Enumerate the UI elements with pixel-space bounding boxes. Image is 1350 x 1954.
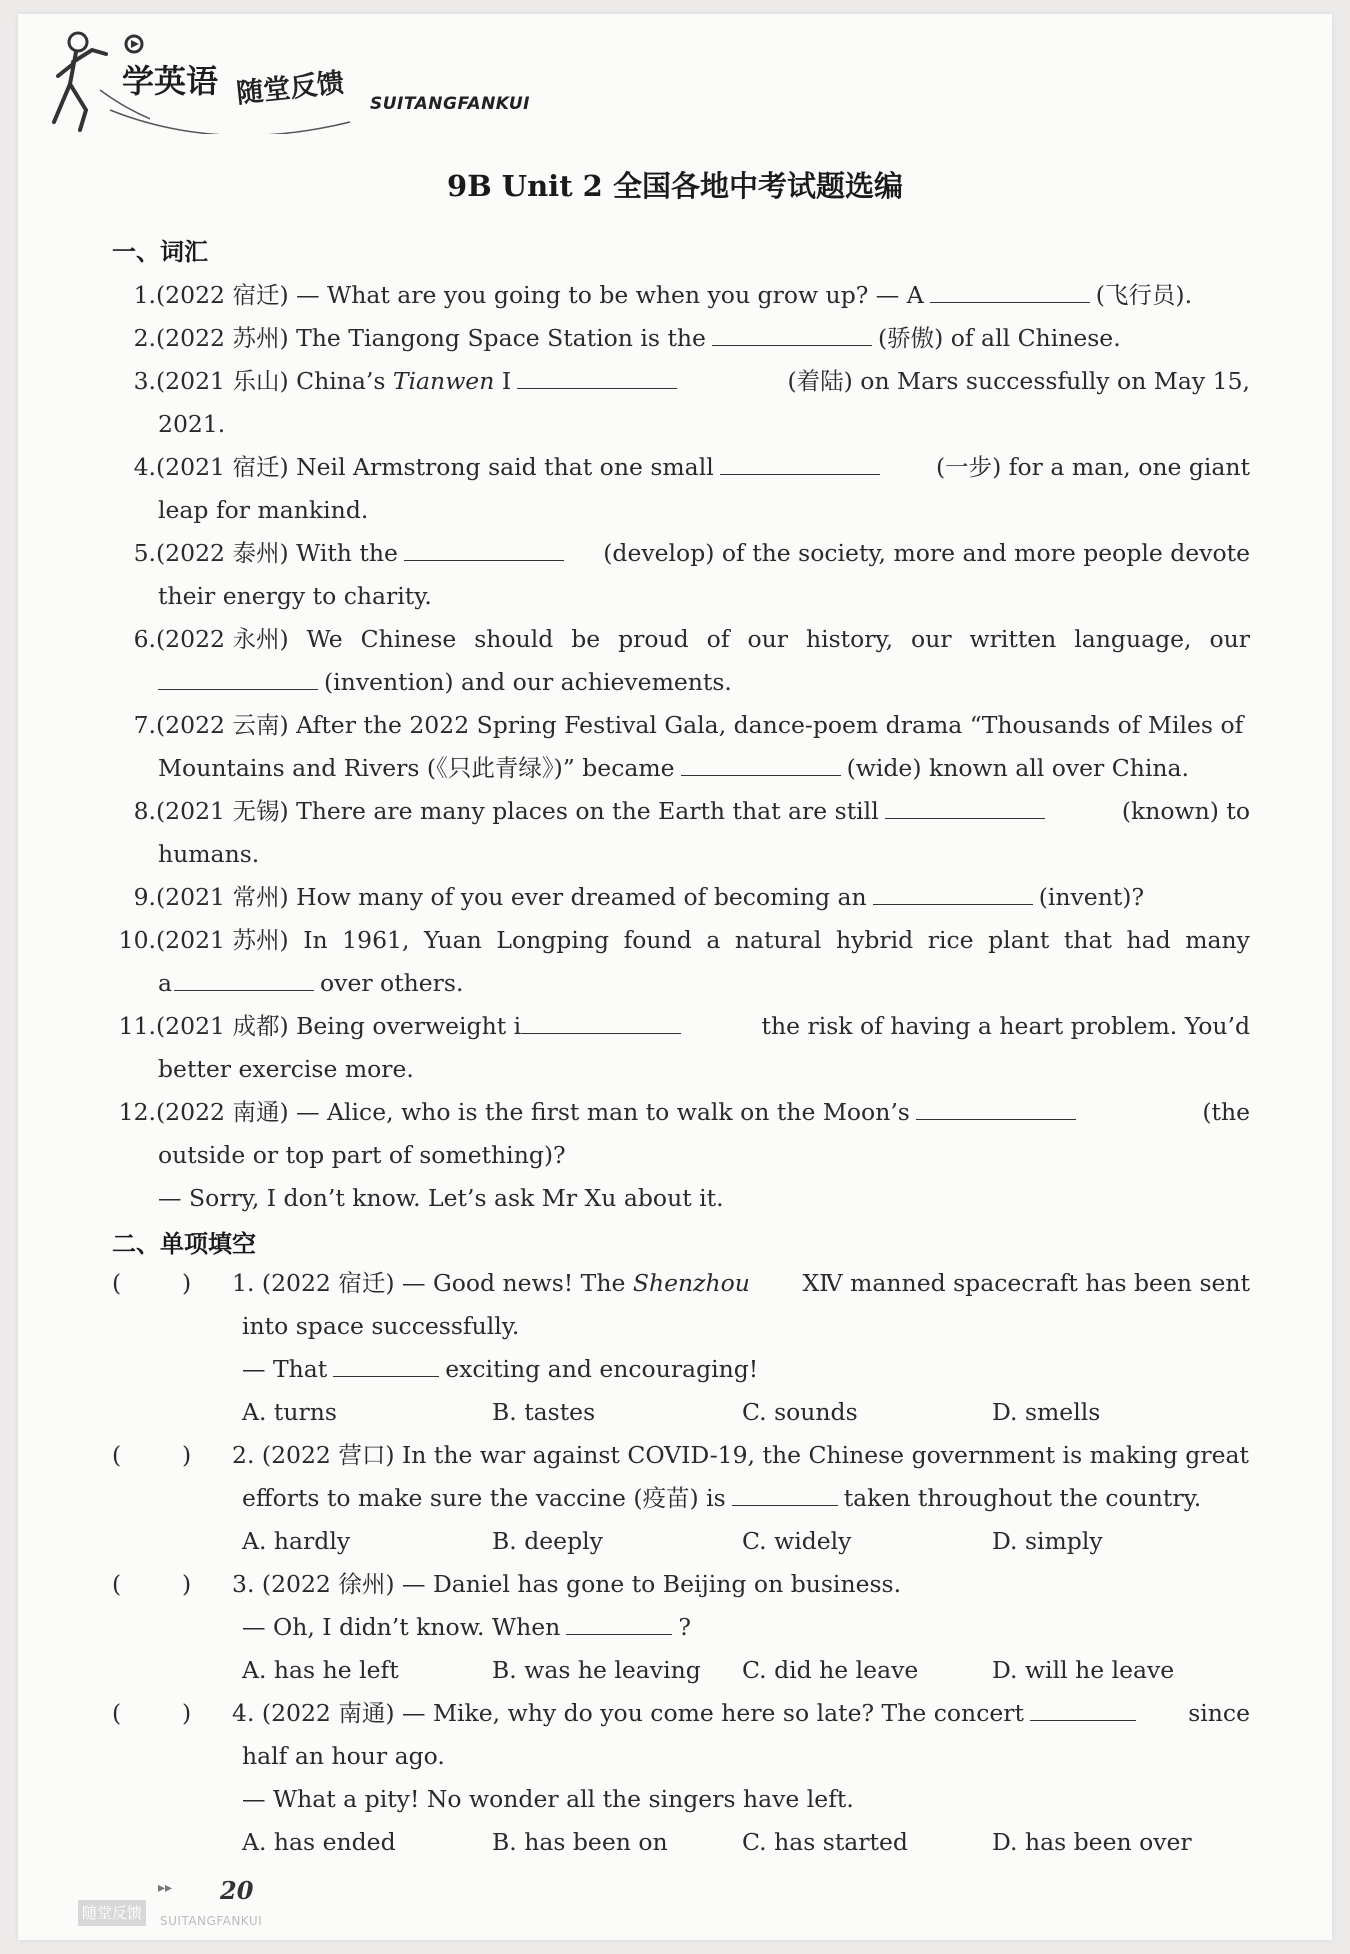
option-d[interactable]: D. will he leave xyxy=(992,1656,1175,1684)
vocab-question-10 xyxy=(112,919,1250,1005)
question-number: 1. xyxy=(133,281,156,309)
option-b[interactable]: B. has been on xyxy=(492,1828,668,1856)
mc-question-2 xyxy=(112,1434,1250,1563)
mc-question-1 xyxy=(112,1262,1250,1434)
question-text: (2022 云南) After the 2022 Spring Festival Gala, dance-poem drama “Thousands of Miles of xyxy=(156,711,1244,739)
option-b[interactable]: B. was he leaving xyxy=(492,1656,701,1684)
question-word: rice xyxy=(927,926,974,954)
page-title: 9B Unit 2 全国各地中考试题选编 xyxy=(447,169,903,203)
question-hint: (develop) of the society, more and more people devote xyxy=(603,539,1250,567)
question-number: 4. xyxy=(133,453,156,481)
options-row xyxy=(112,1649,1250,1692)
question-response: exciting and encouraging! xyxy=(445,1355,759,1383)
vocab-question-3 xyxy=(112,360,1250,446)
question-word: plant xyxy=(988,926,1050,954)
question-continuation: half an hour ago. xyxy=(242,1742,445,1770)
question-text: (2022 宿迁) — Good news! The xyxy=(261,1269,633,1297)
question-continuation: taken throughout the country. xyxy=(843,1484,1202,1512)
option-d[interactable]: D. simply xyxy=(992,1527,1103,1555)
question-word: be xyxy=(571,625,601,653)
answer-paren-close: ) xyxy=(182,1570,192,1598)
question-word: of xyxy=(706,625,730,653)
question-continuation: better exercise more. xyxy=(158,1055,414,1083)
question-response: — Oh, I didn’t know. When xyxy=(242,1613,561,1641)
answer-blank[interactable] xyxy=(566,1608,672,1635)
question-word: history, xyxy=(805,625,894,653)
answer-blank[interactable] xyxy=(1030,1694,1136,1721)
header-logo xyxy=(40,14,640,134)
mc-question-4 xyxy=(112,1692,1250,1864)
options-row xyxy=(112,1821,1250,1864)
answer-blank[interactable] xyxy=(873,878,1033,905)
question-response: — Sorry, I don’t know. Let’s ask Mr Xu about it. xyxy=(158,1184,724,1212)
question-word: many xyxy=(1185,926,1250,954)
question-word: Longping xyxy=(496,926,610,954)
answer-blank[interactable] xyxy=(521,1007,681,1034)
question-text: (2022 南通) — Mike, why do you come here so late? The concert xyxy=(261,1699,1024,1727)
question-word: In xyxy=(303,926,328,954)
question-text: (2021 宿迁) Neil Armstrong said that one small xyxy=(156,453,714,481)
page-number: 20 xyxy=(220,1876,254,1905)
question-word: our xyxy=(1209,625,1250,653)
question-word: had xyxy=(1126,926,1171,954)
question-hint: (着陆) on Mars successfully on May 15, xyxy=(787,367,1250,395)
question-text: ⅩⅣ manned spacecraft has been sent xyxy=(802,1269,1250,1297)
answer-blank[interactable] xyxy=(404,534,564,561)
question-hint: the risk of having a heart problem. You’d xyxy=(761,1012,1250,1040)
blank-prefix-letter: a xyxy=(158,969,173,997)
answer-blank[interactable] xyxy=(930,276,1090,303)
question-word: (2021 苏州) xyxy=(156,926,289,954)
question-word: should xyxy=(474,625,554,653)
logo-main-text: 学英语 xyxy=(122,62,219,100)
question-text: since xyxy=(1188,1699,1250,1727)
vocab-question-2 xyxy=(112,317,1250,360)
question-word: Yuan xyxy=(424,926,482,954)
answer-blank[interactable] xyxy=(681,749,841,776)
question-number: 10. xyxy=(118,926,156,954)
question-text: (2022 宿迁) — What are you going to be when you grow up? — A xyxy=(156,281,924,309)
question-number: 4. xyxy=(232,1699,255,1727)
question-text: (2022 南通) — Alice, who is the first man to walk on the Moon’s xyxy=(156,1098,910,1126)
question-hint: (invention) and our achievements. xyxy=(324,668,732,696)
option-a[interactable]: A. hardly xyxy=(242,1527,351,1555)
question-number: 3. xyxy=(133,367,156,395)
vocab-question-4 xyxy=(112,446,1250,532)
question-number: 7. xyxy=(133,711,156,739)
answer-blank[interactable] xyxy=(174,964,314,991)
vocab-question-8 xyxy=(112,790,1250,876)
question-word: found xyxy=(623,926,692,954)
option-c[interactable]: C. widely xyxy=(742,1527,852,1555)
option-c[interactable]: C. did he leave xyxy=(742,1656,919,1684)
vocab-question-1 xyxy=(112,274,1250,317)
answer-paren-close: ) xyxy=(182,1699,192,1727)
footer-brand-latin: SUITANGFANKUI xyxy=(160,1914,263,1928)
question-hint: (一步) for a man, one giant xyxy=(935,453,1250,481)
option-b[interactable]: B. deeply xyxy=(492,1527,603,1555)
question-response: ? xyxy=(678,1613,691,1641)
vocab-question-9 xyxy=(112,876,1250,919)
answer-blank[interactable] xyxy=(158,663,318,690)
question-continuation: into space successfully. xyxy=(242,1312,520,1340)
question-word: our xyxy=(911,625,952,653)
vocab-question-5 xyxy=(112,532,1250,618)
question-text: (2021 无锡) There are many places on the Earth that are still xyxy=(156,797,879,825)
answer-blank[interactable] xyxy=(916,1093,1076,1120)
answer-blank[interactable] xyxy=(712,319,872,346)
answer-blank[interactable] xyxy=(732,1479,838,1506)
question-text-italic: Tianwen xyxy=(392,367,495,395)
logo-latin-text: SUITANGFANKUI xyxy=(370,94,530,114)
question-text-italic: Shenzhou xyxy=(632,1269,750,1297)
question-continuation: Mountains and Rivers (《只此青绿》)” became xyxy=(158,754,675,782)
question-text: (2022 营口) In the war against COVID-19, the Chinese government is making great xyxy=(261,1441,1249,1469)
question-number: 11. xyxy=(118,1012,156,1040)
question-text: Ⅰ xyxy=(494,367,512,395)
option-c[interactable]: C. has started xyxy=(742,1828,908,1856)
question-continuation: leap for mankind. xyxy=(158,496,369,524)
question-hint: (known) to xyxy=(1121,797,1250,825)
question-word: written xyxy=(969,625,1057,653)
question-word: a xyxy=(706,926,721,954)
question-number: 2. xyxy=(133,324,156,352)
question-word: natural xyxy=(734,926,822,954)
option-a[interactable]: A. turns xyxy=(242,1398,337,1426)
question-number: 8. xyxy=(133,797,156,825)
question-hint: (invent)? xyxy=(1038,883,1145,911)
question-continuation: over others. xyxy=(320,969,464,997)
question-number: 3. xyxy=(232,1570,255,1598)
answer-blank[interactable] xyxy=(720,448,880,475)
vocab-question-12 xyxy=(112,1091,1250,1220)
option-c[interactable]: C. sounds xyxy=(742,1398,858,1426)
option-d[interactable]: D. smells xyxy=(992,1398,1101,1426)
question-word: language, xyxy=(1074,625,1192,653)
option-b[interactable]: B. tastes xyxy=(492,1398,596,1426)
answer-blank[interactable] xyxy=(517,362,677,389)
question-word: (2022 永州) xyxy=(156,625,289,653)
vocab-question-7 xyxy=(112,704,1250,790)
question-continuation: their energy to charity. xyxy=(158,582,432,610)
vocab-question-11 xyxy=(112,1005,1250,1091)
mc-question-3 xyxy=(112,1563,1250,1692)
question-number: 12. xyxy=(118,1098,156,1126)
question-number: 9. xyxy=(133,883,156,911)
answer-paren-open[interactable]: ( xyxy=(112,1269,122,1297)
question-hint: (the xyxy=(1202,1098,1250,1126)
question-text: (2022 徐州) — Daniel has gone to Beijing on business. xyxy=(261,1570,902,1598)
question-response: — What a pity! No wonder all the singers have left. xyxy=(242,1785,854,1813)
question-word: 1961, xyxy=(342,926,410,954)
answer-blank[interactable] xyxy=(333,1350,439,1377)
answer-paren-open[interactable]: ( xyxy=(112,1699,122,1727)
option-a[interactable]: A. has he left xyxy=(242,1656,399,1684)
question-text: (2022 泰州) With the xyxy=(156,539,398,567)
question-word: Chinese xyxy=(360,625,457,653)
answer-paren-close: ) xyxy=(182,1441,192,1469)
question-text: (2021 乐山) China’s xyxy=(156,367,393,395)
question-number: 1. xyxy=(232,1269,255,1297)
question-word: our xyxy=(747,625,788,653)
options-row xyxy=(112,1391,1250,1434)
question-response: — That xyxy=(242,1355,328,1383)
question-number: 2. xyxy=(232,1441,255,1469)
question-number: 5. xyxy=(133,539,156,567)
vocab-question-6 xyxy=(112,618,1250,704)
answer-paren-open[interactable]: ( xyxy=(112,1441,122,1469)
question-text: (2021 成都) Being overweight i xyxy=(156,1012,522,1040)
section-heading-vocabulary: 一、词汇 xyxy=(112,238,208,266)
question-hint: (wide) known all over China. xyxy=(846,754,1190,782)
question-word: proud xyxy=(618,625,689,653)
question-continuation: 2021. xyxy=(158,410,226,438)
option-d[interactable]: D. has been over xyxy=(992,1828,1192,1856)
footer-brand: 随堂反馈 xyxy=(78,1900,146,1926)
question-number: 6. xyxy=(133,625,156,653)
question-continuation: humans. xyxy=(158,840,260,868)
question-word: hybrid xyxy=(835,926,914,954)
question-hint: (飞行员). xyxy=(1095,281,1193,309)
question-hint: (骄傲) of all Chinese. xyxy=(877,324,1121,352)
option-a[interactable]: A. has ended xyxy=(242,1828,396,1856)
question-continuation: efforts to make sure the vaccine (疫苗) is xyxy=(242,1484,726,1512)
question-word: that xyxy=(1063,926,1112,954)
logo-handwritten-text: 随堂反馈 xyxy=(234,67,346,110)
question-continuation: outside or top part of something)? xyxy=(158,1141,566,1169)
question-word: We xyxy=(306,625,343,653)
section-heading-multiple-choice: 二、单项填空 xyxy=(112,1230,256,1258)
answer-blank[interactable] xyxy=(885,792,1045,819)
options-row xyxy=(112,1520,1250,1563)
question-text: (2022 苏州) The Tiangong Space Station is the xyxy=(156,324,706,352)
footer-arrow-icon: ▸▸ xyxy=(158,1880,173,1896)
answer-paren-close: ) xyxy=(182,1269,192,1297)
answer-paren-open[interactable]: ( xyxy=(112,1570,122,1598)
question-text: (2021 常州) How many of you ever dreamed of becoming an xyxy=(156,883,867,911)
